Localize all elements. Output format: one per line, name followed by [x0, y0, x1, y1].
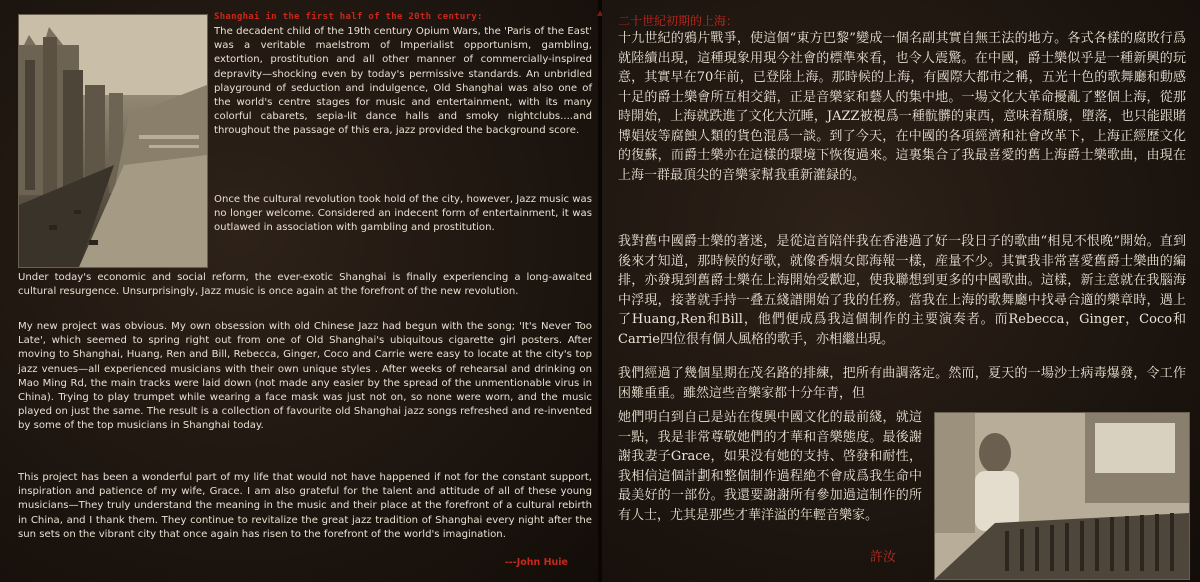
chinese-paragraph-1: 十九世紀的鴉片戰爭，使這個“東方巴黎”變成一個名副其實自無王法的地方。各式各樣的腐敗行爲就陸續出現，這種現象用現今社會的標準來看，也令人震驚。在中國，爵士樂似乎是一種新興的玩意，其實早在70年前，已登陸上海。那時候的上海，有國際大都市之稱，五光十色的歌舞廳和動感十足的爵士樂會所互相交錯，正是音樂家和藝人的集中地。一場文化大革命擾亂了整個上海，從那時開始，上海就跌進了文化大沉睡，JAZZ被視爲一種骯髒的東西，意味着頹廢，墮落，也只能跟賭博娼妓等腐蝕人類的貨色混爲一談。到了今天，在中國的各項經濟和社會改革下，上海正經歷文化的復蘇，而爵士樂亦在這樣的環境下恢復過來。這裏集合了我最喜愛的舊上海爵士樂歌曲，由現在上海一群最頂尖的音樂家幫我重新灌録的。 [618, 31, 1186, 183]
right-page [602, 0, 1200, 582]
chinese-signoff: 許汝 [870, 550, 897, 565]
english-intro-paragraph: The decadent child of the 19th century Opium Wars, the 'Paris of the East' was a veritable maelstrom of Imperialist opportunism, gambling, extortion, prostitution and all other manner of commercially-inspired depravity—shocking even by today's permissive standards. An unbridled playground of seduction and indulgence, Old Shanghai was also one of the world's centre stages for music and entertainment, with its many colorful cabarets, sepia-lit dance halls and smoky nightclubs....and throughout the passage of this era, jazz provided the background score. [214, 26, 592, 137]
studio-photo [934, 412, 1190, 580]
english-project-paragraph: My new project was obvious. My own obsession with old Chinese Jazz had begun with the song; 'It's Never Too Late', which seemed to spring right out from one of Old Shanghai's ubiquitous cigarette girl posters. After moving to Shanghai, Huang, Ren and Bill, Rebecca, Ginger, Coco and Carrie were easy to locate at the city's top jazz venues—all experienced musicians with their own unique styles . After weeks of rehearsal and drinking on Mao Ming Rd, the main tracks were laid down (not made any easier by the spread of the unmentionable virus in China). Trying to play trumpet while wearing a face mask was just not on, so none were worn, and the music played on just the same. The result is a collection of favourite old Shanghai jazz songs refreshed and re-invented by some of the top musicians in Shanghai today. [18, 321, 592, 432]
english-cultural-revolution-paragraph: Once the cultural revolution took hold of the city, however, Jazz music was no longer welcome. Considered an indecent form of entertainment, it was outlawed in association with gambling and prostitution. [214, 194, 592, 234]
chinese-paragraph-3: 我們經過了幾個星期在茂名路的排練，把所有曲調落定。然而，夏天的一場沙士病毒爆發，令工作困難重重。雖然這些音樂家都十分年青，但 [618, 366, 1186, 401]
old-shanghai-photo [18, 14, 208, 268]
old-shanghai-photo-art [19, 15, 207, 267]
english-signoff: ---John Huie [504, 557, 568, 568]
chinese-paragraph-2: 我對舊中國爵士樂的著迷，是從這首陪伴我在香港過了好一段日子的歌曲“相見不恨晚”開始。直到後來才知道，那時候的好歌，就像香烟女郎海報一樣，産量不少。其實我非常喜愛舊爵士樂曲的編排，亦發現到舊爵士樂在上海開始受歡迎，使我聯想到更多的中國歌曲。這樣，新主意就在我腦海中浮現，接著就手持一叠五綫譜開始了我的任務。當我在上海的歌舞廳中找尋合適的樂章時，遇上了Huang,Ren和Bill，他們便成爲我這個制作的主要演奏者。而Rebecca，Ginger，Coco和Carrie四位很有個人風格的歌手，亦相繼出現。 [618, 234, 1186, 347]
chinese-heading: 二十世紀初期的上海： [618, 14, 739, 28]
english-thanks-paragraph: This project has been a wonderful part of my life that would not have happened if not for the constant support, inspiration and patience of my wife, Grace. I am also grateful for the talent and attitude of all of these young musicians—They truly understand the meaning in the music and their place at the forefront of a cultural rebirth in China, and I thank them. They continue to revitalize the great jazz tradition of Shanghai every night after the sun sets on the vibrant city that once again has risen to the forefront of the world's imagination. [18, 472, 592, 540]
english-heading: Shanghai in the first half of the 20th century: [214, 12, 483, 22]
chinese-paragraph-4: 她們明白到自己是站在復興中國文化的最前綫，就這一點，我是非常尊敬她們的才華和音樂態度。最後謝謝我妻子Grace，如果没有她的支持、啓發和耐性，我相信這個計劃和整個制作過程絶不會成爲我生命中最美好的一部份。我還要謝謝所有參加過這制作的所有人士，尤其是那些才華洋溢的年輕音樂家。 [618, 410, 922, 523]
studio-photo-art [935, 413, 1189, 579]
english-resurgence-paragraph: Under today's economic and social reform, the ever-exotic Shanghai is finally experiencing a long-awaited cultural resurgence. Unsurprisingly, Jazz music is once again at the forefront of the new revolution. [18, 272, 592, 298]
left-page [0, 0, 598, 582]
